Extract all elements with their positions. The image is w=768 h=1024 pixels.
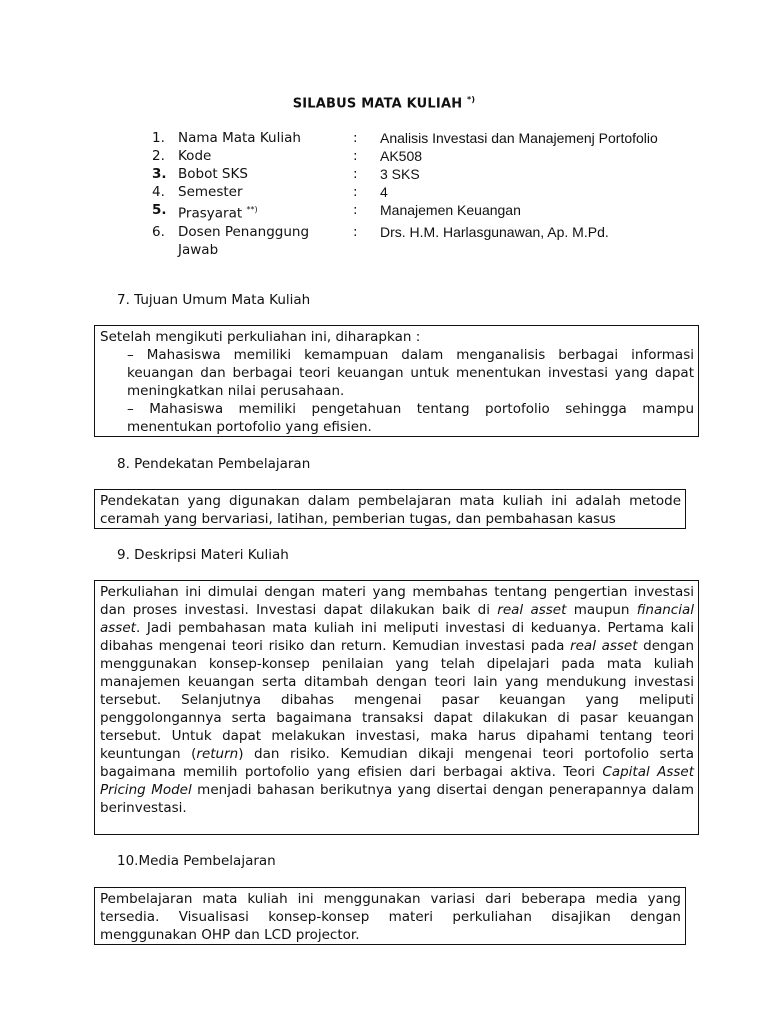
section-box-tujuan <box>94 325 699 437</box>
info-colon: : <box>353 148 358 164</box>
objective-list <box>100 346 694 436</box>
list-item: – Mahasiswa memiliki kemampuan dalam menganalisis berbagai informasi keuangan dan berbagai teori keuangan untuk menentukan investasi yang dapat meningkatkan nilai perusahaan. <box>127 347 694 399</box>
section-heading-media: 10.Media Pembelajaran <box>117 853 276 869</box>
section-heading-tujuan: 7. Tujuan Umum Mata Kuliah <box>117 292 311 308</box>
title-footnote-mark: *) <box>467 95 476 104</box>
info-value: 3 SKS <box>380 166 420 182</box>
info-number: 1. <box>152 130 165 146</box>
section-text: Perkuliahan ini dimulai dengan materi yang membahas tentang pengertian investasi dan proses investasi. Investasi dapat dilakukan baik di real asset maupun financial asset. Jadi pembahasan mata kuliah ini meliputi investasi di keduanya. Pertama kali dibahas mengenai teori risiko dan return. Kemudian investasi pada real asset dengan menggunakan konsep-konsep penilaian yang telah dipelajari pada mata kuliah manajemen keuangan serta ditambah dengan teori lain yang mendukung investasi tersebut. Selanjutnya dibahas mengenai pasar keuangan yang meliputi penggolongannya serta bagaimana transaksi dapat dilakukan di pasar keuangan tersebut. Untuk dapat melakukan investasi, maka harus dipahami tentang teori keuntungan (return) dan risiko. Kemudian dikaji mengenai teori portofolio serta bagaimana memilih portofolio yang efisien dari berbagai aktiva. Teori Capital Asset Pricing Model menjadi bahasan berikutnya yang disertai dengan penerapannya dalam berinvestasi. <box>100 584 695 816</box>
info-row <box>152 147 712 165</box>
info-number: 2. <box>152 148 165 164</box>
info-label: Bobot SKS <box>178 166 248 182</box>
page-title: SILABUS MATA KULIAH *) <box>292 95 476 112</box>
info-number: 6. <box>152 223 165 240</box>
info-row <box>152 223 712 259</box>
course-info-table <box>152 129 712 259</box>
info-value: Manajemen Keuangan <box>380 202 521 218</box>
section-heading-pendekatan: 8. Pendekatan Pembelajaran <box>117 456 311 472</box>
info-colon: : <box>353 166 358 182</box>
info-number: 4. <box>152 184 165 200</box>
info-row <box>152 129 712 147</box>
section-text: Pembelajaran mata kuliah ini menggunakan variasi dari beberapa media yang tersedia. Visualisasi konsep-konsep materi perkuliahan disajikan dengan menggunakan OHP dan LCD projector. <box>100 891 681 943</box>
info-label: Kode <box>178 148 212 164</box>
info-number: 3. <box>152 166 167 182</box>
info-row <box>152 201 712 223</box>
info-value: Drs. H.M. Harlasgunawan, Ap. M.Pd. <box>380 223 609 240</box>
section-heading-deskripsi: 9. Deskripsi Materi Kuliah <box>117 547 289 563</box>
prerequisite-footnote-mark: **) <box>246 205 258 214</box>
info-colon: : <box>353 223 358 240</box>
list-item: – Mahasiswa memiliki pengetahuan tentang portofolio sehingga mampu menentukan portofolio yang efisien. <box>127 401 694 435</box>
info-value: 4 <box>380 184 388 200</box>
info-number: 5. <box>152 202 167 218</box>
info-label: Dosen Penanggung Jawab <box>178 223 310 258</box>
section-intro: Setelah mengikuti perkuliahan ini, diharapkan : <box>100 329 421 345</box>
section-box-pendekatan <box>94 489 686 529</box>
info-row <box>152 165 712 183</box>
info-colon: : <box>353 130 358 146</box>
info-value: Analisis Investasi dan Manajemenj Portofolio <box>380 130 658 146</box>
section-box-deskripsi <box>94 580 699 835</box>
info-value: AK508 <box>380 148 423 164</box>
info-row <box>152 183 712 201</box>
section-text: Pendekatan yang digunakan dalam pembelajaran mata kuliah ini adalah metode ceramah yang bervariasi, latihan, pemberian tugas, dan pembahasan kasus <box>100 493 681 527</box>
info-colon: : <box>353 202 358 218</box>
info-label: Prasyarat **) <box>178 205 258 222</box>
info-colon: : <box>353 184 358 200</box>
info-label: Nama Mata Kuliah <box>178 130 301 146</box>
info-label: Semester <box>178 184 243 200</box>
section-box-media <box>94 887 686 945</box>
